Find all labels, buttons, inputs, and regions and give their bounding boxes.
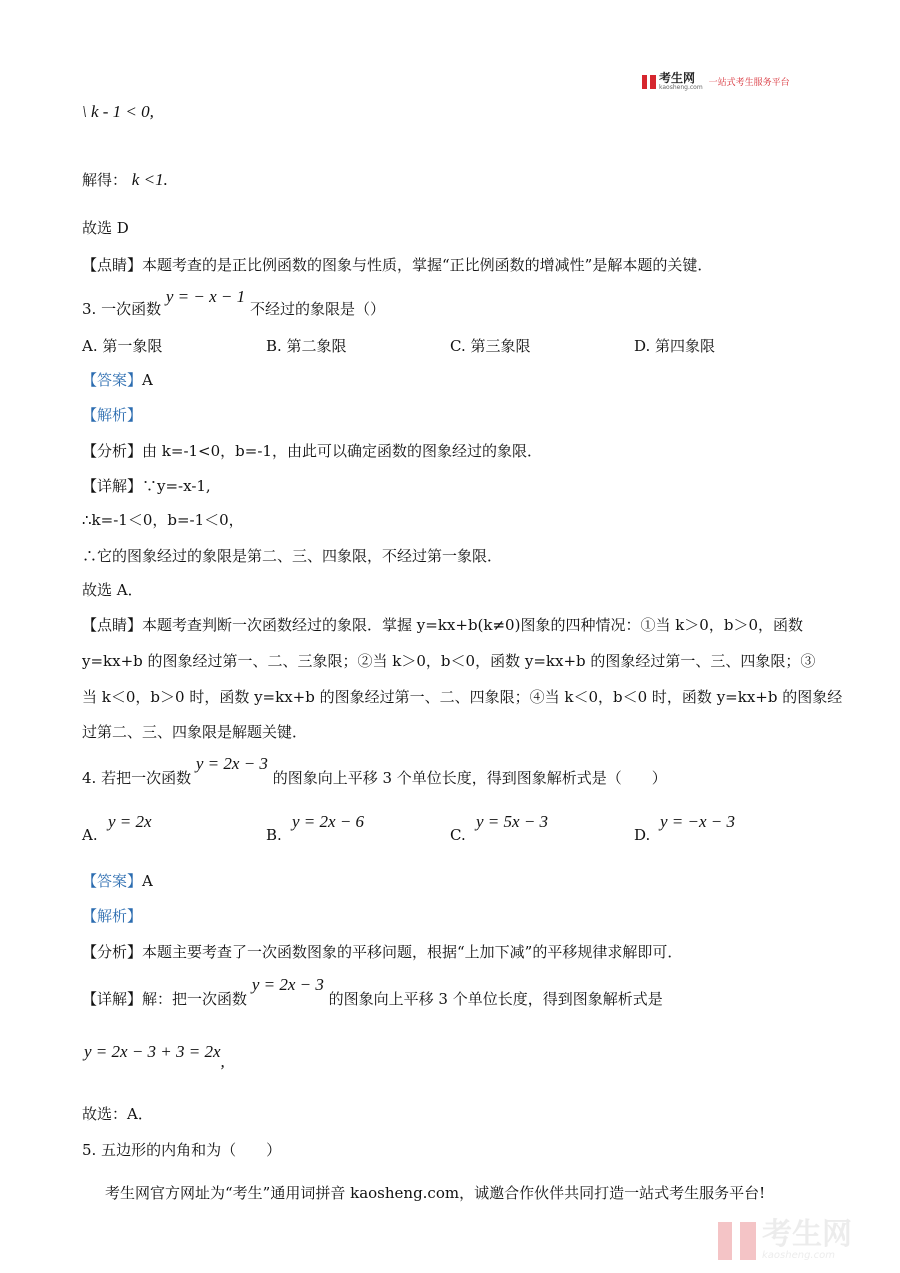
- fenxi-text: 由 k=-1<0，b=-1，由此可以确定函数的图象经过的象限．: [142, 442, 542, 460]
- dianjing-tag: 【点睛】: [82, 616, 143, 634]
- q3-dianjing-2: y=kx+b 的图象经过第一、二、三象限；②当 k＞0，b＜0，函数 y=kx+b 的图象经过第一、三、四象限；③: [82, 652, 816, 670]
- q3-equation: y = − x − 1: [165, 287, 246, 306]
- kaosheng-logo-icon: [642, 75, 656, 89]
- q3-option-c: C. 第三象限: [450, 337, 531, 355]
- q4-xiangjie-tag: 【详解】: [82, 990, 143, 1008]
- xiangjie-text: ∵y=-x-1,: [142, 477, 211, 495]
- q3-dianjing-4: 过第二、三、四象限是解题关键．: [82, 723, 308, 741]
- header-logo: [642, 72, 790, 91]
- q4-option-a-label: A.: [82, 826, 98, 844]
- q3-step2: ∴k=-1＜0，b=-1＜0，: [82, 511, 244, 529]
- q4-xiangjie-post: 的图象向上平移 3 个单位长度，得到图象解析式是: [328, 990, 663, 1008]
- q4-option-a: y = 2x: [108, 812, 152, 831]
- q3-post: 不经过的象限是（）: [249, 300, 385, 318]
- q4-result-text: y = 2x − 3 + 3 = 2x: [84, 1042, 221, 1061]
- logo-domain: kaosheng.com: [659, 84, 703, 91]
- q4-option-b: y = 2x − 6: [292, 812, 365, 831]
- q4-post: 的图象向上平移 3 个单位长度，得到图象解析式是（ ）: [272, 769, 667, 787]
- q3-answer: A: [142, 371, 153, 389]
- q3-select: 故选 A．: [82, 581, 143, 599]
- solve-line: [82, 170, 168, 190]
- q3-option-b: B. 第二象限: [266, 337, 347, 355]
- solve-label: 解得：: [82, 171, 128, 189]
- footer-note: 考生网官方网址为“考生”通用词拼音 kaosheng.com，诚邀合作伙伴共同打造一站式考生服务平台!: [105, 1184, 766, 1202]
- q3-fenxi: [82, 441, 542, 461]
- q3-step3: ∴它的图象经过的象限是第二、三、四象限，不经过第一象限．: [82, 547, 503, 565]
- watermark-domain: kaosheng.com: [762, 1250, 835, 1261]
- q4-fenxi: [82, 942, 682, 962]
- xiangjie-tag: 【详解】: [82, 477, 143, 495]
- q4-xiangjie: [82, 975, 663, 1009]
- q4-option-b-label: B.: [266, 826, 282, 844]
- q4-fenxi-text: 本题主要考查了一次函数图象的平移问题，根据“上加下减”的平移规律求解即可．: [142, 943, 683, 961]
- logo-brand: 考生网: [659, 71, 696, 85]
- q4-pre: 若把一次函数: [101, 769, 192, 787]
- q3-dianjing-3: 当 k＜0，b＞0 时，函数 y=kx+b 的图象经过第一、二、四象限；④当 k＜0，b＜0 时，函数 y=kx+b 的图象经: [82, 688, 843, 706]
- watermark-brand: 考生网: [762, 1217, 852, 1252]
- q3-xiangjie: [82, 476, 211, 496]
- q4-option-c-label: C.: [450, 826, 466, 844]
- q4-equation: y = 2x − 3: [195, 754, 268, 773]
- q4-result-equation: [84, 1042, 225, 1071]
- comment-tag: 【点睛】: [82, 256, 143, 274]
- q4-answer: A: [142, 872, 153, 890]
- q4-fenxi-tag: 【分析】: [82, 943, 143, 961]
- watermark-text-block: [762, 1217, 852, 1261]
- q3-answer-line: [82, 370, 153, 390]
- q4-option-c: y = 5x − 3: [476, 812, 549, 831]
- q4-analysis-tag: 【解析】: [82, 907, 143, 925]
- q4-number: 4.: [82, 769, 97, 787]
- q4-result-comma: ,: [220, 1052, 225, 1071]
- select-d-line: 故选 D: [82, 219, 129, 237]
- fenxi-tag: 【分析】: [82, 442, 143, 460]
- q4-select: 故选：A．: [82, 1105, 153, 1123]
- q5-stem: 5. 五边形的内角和为（ ）: [82, 1141, 282, 1159]
- q2-comment-line: [82, 255, 712, 275]
- logo-text-block: [659, 72, 703, 91]
- q3-option-d: D. 第四象限: [634, 337, 716, 355]
- dianjing-text-1: 本题考查判断一次函数经过的象限．掌握 y=kx+b(k≠0)图象的四种情况：①当 k＞0，b＞0，函数: [142, 616, 804, 634]
- watermark: [718, 1217, 852, 1261]
- condition-line: \ k - 1 < 0,: [82, 102, 154, 121]
- answer-tag-q4: 【答案】: [82, 872, 143, 890]
- q3-dianjing-1: [82, 615, 803, 635]
- q4-option-d: y = −x − 3: [660, 812, 736, 831]
- q3-stem: [82, 287, 385, 319]
- watermark-logo-icon: [718, 1222, 756, 1260]
- solve-result: k <1.: [131, 170, 168, 189]
- q3-number: 3.: [82, 300, 97, 318]
- q3-pre: 一次函数: [101, 300, 162, 318]
- q3-option-a: A. 第一象限: [82, 337, 163, 355]
- q4-option-d-label: D.: [634, 826, 651, 844]
- logo-slogan: 一站式考生服务平台: [708, 78, 790, 88]
- q4-xiangjie-pre: 解：把一次函数: [142, 990, 248, 1008]
- comment-text: 本题考查的是正比例函数的图象与性质，掌握“正比例函数的增减性”是解本题的关键．: [142, 256, 713, 274]
- q4-xiangjie-equation: y = 2x − 3: [251, 975, 324, 994]
- q4-stem: [82, 754, 667, 788]
- q3-analysis-tag: 【解析】: [82, 406, 143, 424]
- answer-tag: 【答案】: [82, 371, 143, 389]
- q4-answer-line: [82, 871, 153, 891]
